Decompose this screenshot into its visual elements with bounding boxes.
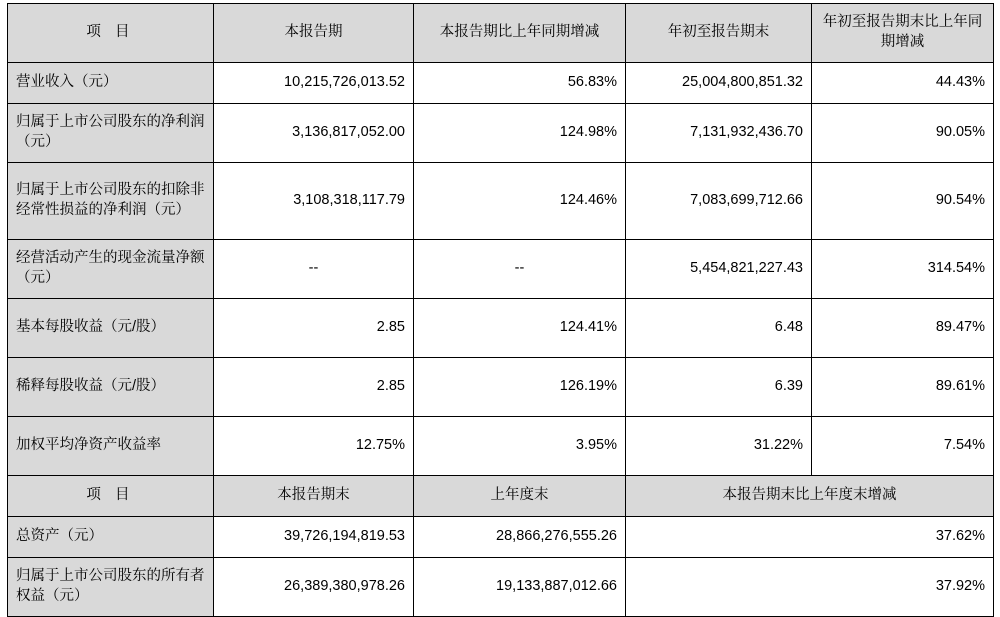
cell-basic-eps-ytd-yoy: 89.47% (812, 299, 994, 358)
cell-total-assets-change: 37.62% (626, 517, 994, 558)
financial-summary-sheet (0, 3, 1000, 604)
cell-net-profit-ytd-yoy: 90.05% (812, 104, 994, 163)
cell-revenue-current: 10,215,726,013.52 (214, 63, 414, 104)
cell-roe-ytd: 31.22% (626, 417, 812, 476)
header-cell-current-period-yoy: 本报告期比上年同期增减 (414, 4, 626, 63)
table-row (8, 63, 994, 104)
cell-equity-period-end: 26,389,380,978.26 (214, 558, 414, 617)
row-label-operating-cashflow: 经营活动产生的现金流量净额（元） (8, 240, 214, 299)
cell-diluted-eps-current: 2.85 (214, 358, 414, 417)
cell-adjusted-net-profit-current-yoy: 124.46% (414, 163, 626, 240)
cell-total-assets-prior-year-end: 28,866,276,555.26 (414, 517, 626, 558)
row-label-roe: 加权平均净资产收益率 (8, 417, 214, 476)
row-label-net-profit: 归属于上市公司股东的净利润（元） (8, 104, 214, 163)
cell-roe-current-yoy: 3.95% (414, 417, 626, 476)
row-label-diluted-eps: 稀释每股收益（元/股） (8, 358, 214, 417)
header2-cell-change: 本报告期末比上年度末增减 (626, 476, 994, 517)
cell-basic-eps-current: 2.85 (214, 299, 414, 358)
cell-total-assets-period-end: 39,726,194,819.53 (214, 517, 414, 558)
header2-cell-prior-year-end: 上年度末 (414, 476, 626, 517)
cell-diluted-eps-ytd-yoy: 89.61% (812, 358, 994, 417)
cell-operating-cashflow-current: -- (214, 240, 414, 299)
header-cell-ytd: 年初至报告期末 (626, 4, 812, 63)
cell-net-profit-current-yoy: 124.98% (414, 104, 626, 163)
table-row (8, 417, 994, 476)
cell-operating-cashflow-ytd-yoy: 314.54% (812, 240, 994, 299)
cell-equity-change: 37.92% (626, 558, 994, 617)
row-label-adjusted-net-profit: 归属于上市公司股东的扣除非经常性损益的净利润（元） (8, 163, 214, 240)
row-label-basic-eps: 基本每股收益（元/股） (8, 299, 214, 358)
cell-adjusted-net-profit-ytd: 7,083,699,712.66 (626, 163, 812, 240)
table-row (8, 358, 994, 417)
cell-roe-current: 12.75% (214, 417, 414, 476)
header-cell-current-period: 本报告期 (214, 4, 414, 63)
table-row (8, 299, 994, 358)
row-label-equity: 归属于上市公司股东的所有者权益（元） (8, 558, 214, 617)
header-cell-item: 项 目 (8, 4, 214, 63)
row-label-revenue: 营业收入（元） (8, 63, 214, 104)
cell-equity-prior-year-end: 19,133,887,012.66 (414, 558, 626, 617)
table-row (8, 558, 994, 617)
table-row (8, 163, 994, 240)
table-row (8, 240, 994, 299)
cell-operating-cashflow-current-yoy: -- (414, 240, 626, 299)
cell-operating-cashflow-ytd: 5,454,821,227.43 (626, 240, 812, 299)
header2-cell-period-end: 本报告期末 (214, 476, 414, 517)
cell-basic-eps-ytd: 6.48 (626, 299, 812, 358)
cell-adjusted-net-profit-ytd-yoy: 90.54% (812, 163, 994, 240)
cell-revenue-ytd: 25,004,800,851.32 (626, 63, 812, 104)
cell-revenue-ytd-yoy: 44.43% (812, 63, 994, 104)
row-label-total-assets: 总资产（元） (8, 517, 214, 558)
cell-roe-ytd-yoy: 7.54% (812, 417, 994, 476)
cell-diluted-eps-ytd: 6.39 (626, 358, 812, 417)
table-row (8, 517, 994, 558)
cell-net-profit-current: 3,136,817,052.00 (214, 104, 414, 163)
financial-summary-table (7, 3, 994, 617)
header-cell-ytd-yoy: 年初至报告期末比上年同期增减 (812, 4, 994, 63)
cell-basic-eps-current-yoy: 124.41% (414, 299, 626, 358)
table-row (8, 104, 994, 163)
table-header-row-2 (8, 476, 994, 517)
header2-cell-item: 项 目 (8, 476, 214, 517)
table-header-row-1 (8, 4, 994, 63)
cell-net-profit-ytd: 7,131,932,436.70 (626, 104, 812, 163)
cell-revenue-current-yoy: 56.83% (414, 63, 626, 104)
cell-diluted-eps-current-yoy: 126.19% (414, 358, 626, 417)
cell-adjusted-net-profit-current: 3,108,318,117.79 (214, 163, 414, 240)
